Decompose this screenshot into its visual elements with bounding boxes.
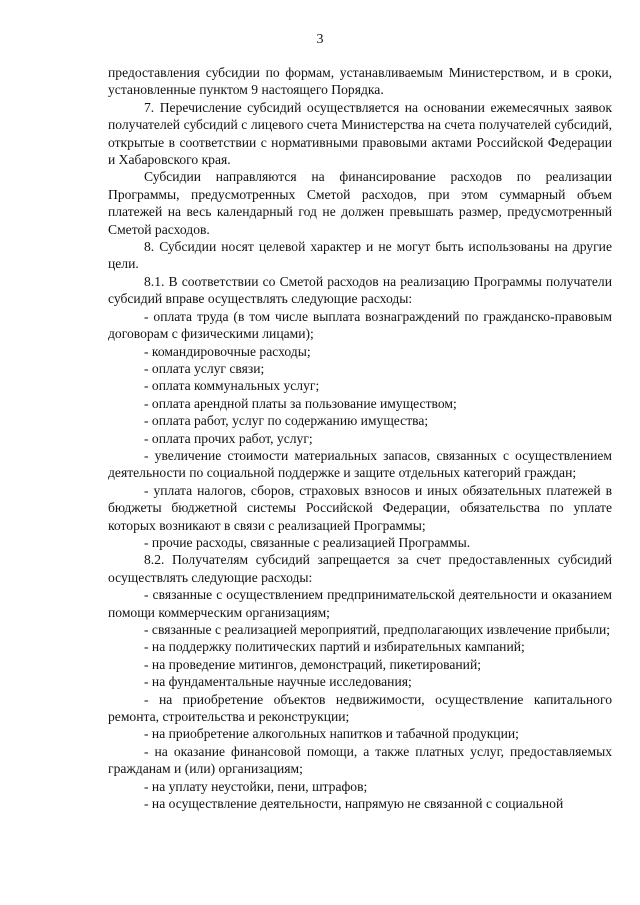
- page-number: 3: [316, 32, 324, 47]
- list-item: - на уплату неустойки, пени, штрафов;: [144, 778, 368, 794]
- list-item: - на приобретение алкогольных напитков и табачной продукции;: [144, 726, 519, 742]
- forbidden-expenses-list: [108, 586, 612, 795]
- list-item: - уплата налогов, сборов, страховых взносов и иных обязательных платежей в бюджеты бюджетной системы Российской Федерации, обязательства по уплате которых возникают в связи с реализацией Программы;: [108, 482, 612, 533]
- list-item: - оплата работ, услуг по содержанию имущества;: [144, 413, 429, 429]
- list-item: - оплата услуг связи;: [144, 360, 265, 376]
- paragraph-8-2: 8.2. Получателям субсидий запрещается за счет предоставленных субсидий осуществлять следующие расходы:: [108, 552, 612, 585]
- allowed-expenses-list: [108, 308, 612, 552]
- list-item: - оплата коммунальных услуг;: [144, 378, 320, 394]
- paragraph-8: 8. Субсидии носят целевой характер и не могут быть использованы на другие цели.: [108, 239, 612, 272]
- paragraph-continuation: предоставления субсидии по формам, устанавливаемым Министерством, и в сроки, установленные пунктом 9 настоящего Порядка.: [108, 65, 612, 98]
- list-item: - оплата прочих работ, услуг;: [144, 430, 313, 446]
- document-body: [108, 64, 612, 812]
- list-item: - оплата арендной платы за пользование имуществом;: [144, 395, 457, 411]
- list-item: - на оказание финансовой помощи, а также платных услуг, предоставляемых гражданам и (или) организациям;: [108, 743, 612, 777]
- list-item: - на проведение митингов, демонстраций, пикетирований;: [144, 656, 481, 672]
- list-item: - на приобретение объектов недвижимости, осуществление капитального ремонта, строительства и реконструкции;: [108, 691, 612, 725]
- list-item: - на фундаментальные научные исследования;: [144, 674, 412, 690]
- list-item: - связанные с осуществлением предпринимательской деятельности и оказанием помощи коммерческим организациям;: [108, 587, 612, 620]
- list-item: - оплата труда (в том числе выплата вознаграждений по гражданско-правовым договорам с физическими лицами);: [108, 308, 612, 342]
- list-item-truncated: - на осуществление деятельности, напрямую не связанной с социальной: [144, 796, 564, 812]
- paragraph-8-1: 8.1. В соответствии со Сметой расходов на реализацию Программы получатели субсидий вправе осуществлять следующие расходы:: [108, 273, 612, 307]
- paragraph-7-subsidies: Субсидии направляются на финансирование расходов по реализации Программы, предусмотренных Сметой расходов, при этом суммарный объем платежей на весь календарный год не должен превышать размер, предусмотренный Сметой расходов.: [108, 169, 612, 237]
- list-item: - связанные с реализацией мероприятий, предполагающих извлечение прибыли;: [144, 622, 611, 637]
- list-item: - командировочные расходы;: [144, 343, 311, 359]
- list-item: - увеличение стоимости материальных запасов, связанных с осуществлением деятельности по социальной поддержке и защите отдельных категорий граждан;: [108, 447, 612, 481]
- paragraph-7: 7. Перечисление субсидий осуществляется на основании ежемесячных заявок получателей субсидий с лицевого счета Министерства на счета получателей субсидий, открытые в соответствии с нормативными правовыми актами Российской Федерации и Хабаровского края.: [108, 99, 612, 168]
- list-item: - на поддержку политических партий и избирательных кампаний;: [144, 639, 525, 655]
- list-item: - прочие расходы, связанные с реализацией Программы.: [144, 534, 471, 550]
